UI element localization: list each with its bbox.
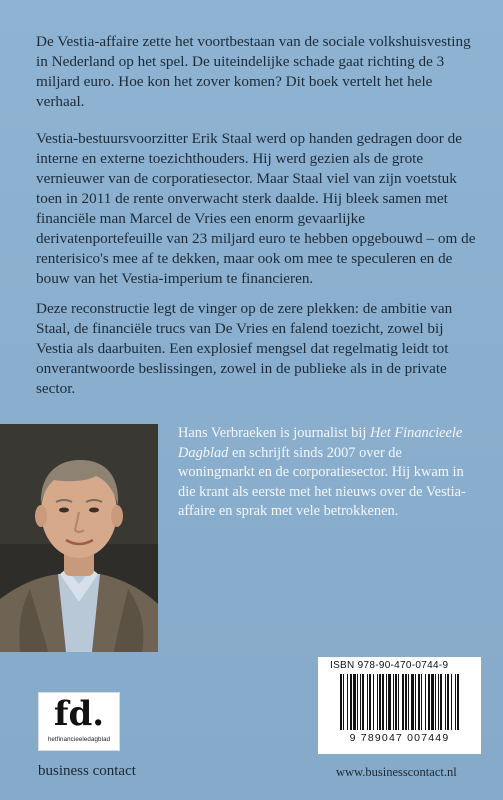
author-bio-rest: en schrijft sinds 2007 over de woningmarkt en de corporatiesector. Hij kwam in die krant als eerste met het nieuws over de Vestia-affaire en sprak met vele betrokkenen. [178, 444, 466, 519]
isbn-label: ISBN 978-90-470-0744-9 [330, 660, 449, 671]
author-photo [0, 424, 158, 652]
blurb-paragraph-3: Deze reconstructie legt de vinger op de zere plekken: de ambitie van Staal, de financiële trucs van De Vries en falend toezicht, zowel bij Vestia als daarbuiten. Een explosief mengsel dat regelmatig leidt tot onverantwoorde beslissingen, zowel in de publieke als in de private sector. [36, 300, 453, 397]
author-bio-intro: Hans Verbraeken is journalist bij [178, 425, 370, 441]
blurb-paragraph-2: Vestia-bestuursvoorzitter Erik Staal werd op handen gedragen door de interne en externe toezichthouders. Hij werd gezien als de grote vernieuwer van de corporatiesector. Maar Staal viel van zijn voetstuk toen in 2011 de rente onverwacht sterk daalde. Hij bleek samen met financiële man Marcel de Vries een enorm gevaarlijke derivatenportefeuille van 23 miljard euro te hebben opgebouwd – om de renterisico's mee af te dekken, maar ook om mee te speculeren en de bouw van het Vestia-imperium te financieren. [36, 130, 476, 287]
fd-logo-mark: fd. [53, 694, 105, 734]
fd-logo [38, 692, 120, 751]
blurb-paragraph-1: De Vestia-affaire zette het voortbestaan van de sociale volkshuisvesting in Nederland op het spel. De uiteindelijke schade gaat richting de 3 miljard euro. Hoe kon het zover komen? Dit boek vertelt het hele verhaal. [36, 33, 471, 110]
publisher-name: business contact [38, 763, 136, 779]
isbn-barcode [318, 657, 481, 754]
publisher-website: www.businesscontact.nl [336, 765, 457, 779]
barcode-digits: 9 789047 007449 [349, 732, 450, 744]
barcode-bars [340, 674, 460, 730]
newspaper-name: Het Financieele Dagblad [178, 425, 463, 461]
fd-logo-subtitle: hetfinancieeledagblad [47, 736, 111, 743]
author-portrait-image [0, 424, 158, 652]
author-bio [178, 424, 478, 522]
